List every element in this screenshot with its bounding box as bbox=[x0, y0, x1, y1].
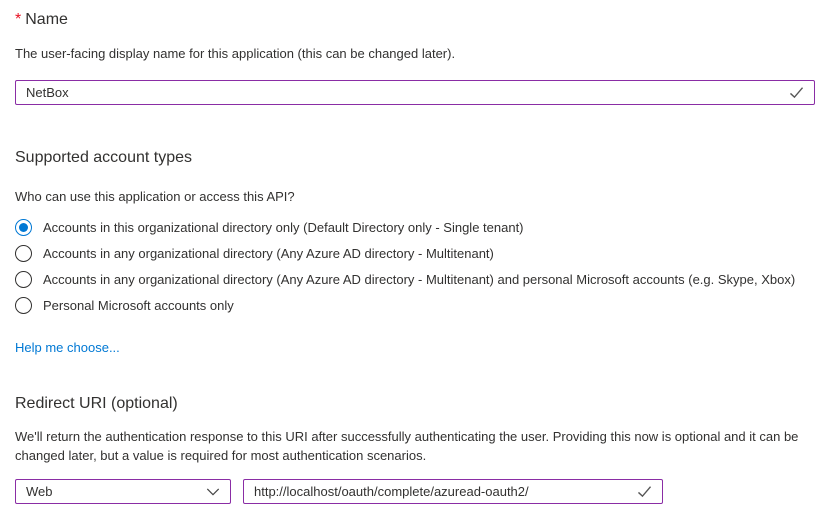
redirect-uri-input[interactable] bbox=[254, 484, 629, 499]
redirect-uri-title: Redirect URI (optional) bbox=[15, 395, 178, 412]
radio-button-icon bbox=[15, 297, 32, 314]
name-section-title bbox=[15, 10, 815, 30]
radio-option-personal-only[interactable] bbox=[15, 292, 815, 318]
supported-account-types-title: Supported account types bbox=[15, 149, 193, 166]
checkmark-icon bbox=[637, 485, 652, 498]
chevron-down-icon bbox=[206, 488, 220, 496]
help-me-choose-link[interactable]: Help me choose... bbox=[15, 340, 120, 355]
radio-option-label: Accounts in this organizational directory only (Default Directory only - Single tenant) bbox=[43, 219, 524, 235]
radio-option-multitenant-personal[interactable] bbox=[15, 266, 815, 292]
redirect-uri-section bbox=[15, 394, 815, 504]
radio-option-label: Personal Microsoft accounts only bbox=[43, 297, 234, 313]
name-title-text: Name bbox=[25, 11, 68, 28]
radio-button-icon bbox=[15, 219, 32, 236]
redirect-uri-controls bbox=[15, 479, 815, 504]
account-type-radio-group bbox=[15, 214, 815, 318]
redirect-uri-input-container bbox=[243, 479, 663, 504]
platform-select[interactable] bbox=[15, 479, 231, 504]
name-section bbox=[15, 10, 815, 105]
name-input-container bbox=[15, 80, 815, 105]
supported-account-types-section bbox=[15, 148, 815, 357]
radio-option-label: Accounts in any organizational directory (Any Azure AD directory - Multitenant) bbox=[43, 245, 494, 261]
checkmark-icon bbox=[789, 86, 804, 99]
required-asterisk: * bbox=[15, 11, 22, 28]
radio-option-label: Accounts in any organizational directory (Any Azure AD directory - Multitenant) and personal Microsoft accounts (e.g. Skype, Xbox) bbox=[43, 271, 796, 287]
name-description: The user-facing display name for this application (this can be changed later). bbox=[15, 46, 456, 61]
radio-button-icon bbox=[15, 271, 32, 288]
radio-option-multitenant[interactable] bbox=[15, 240, 815, 266]
radio-button-icon bbox=[15, 245, 32, 262]
radio-option-single-tenant[interactable] bbox=[15, 214, 815, 240]
redirect-uri-description: We'll return the authentication response to this URI after successfully authenticating the user. Providing this now is optional and it can be changed later, but a value is required for most authentication scenarios. bbox=[15, 429, 799, 463]
account-types-question: Who can use this application or access this API? bbox=[15, 189, 295, 204]
platform-select-value: Web bbox=[26, 484, 53, 499]
name-input[interactable] bbox=[26, 85, 781, 100]
